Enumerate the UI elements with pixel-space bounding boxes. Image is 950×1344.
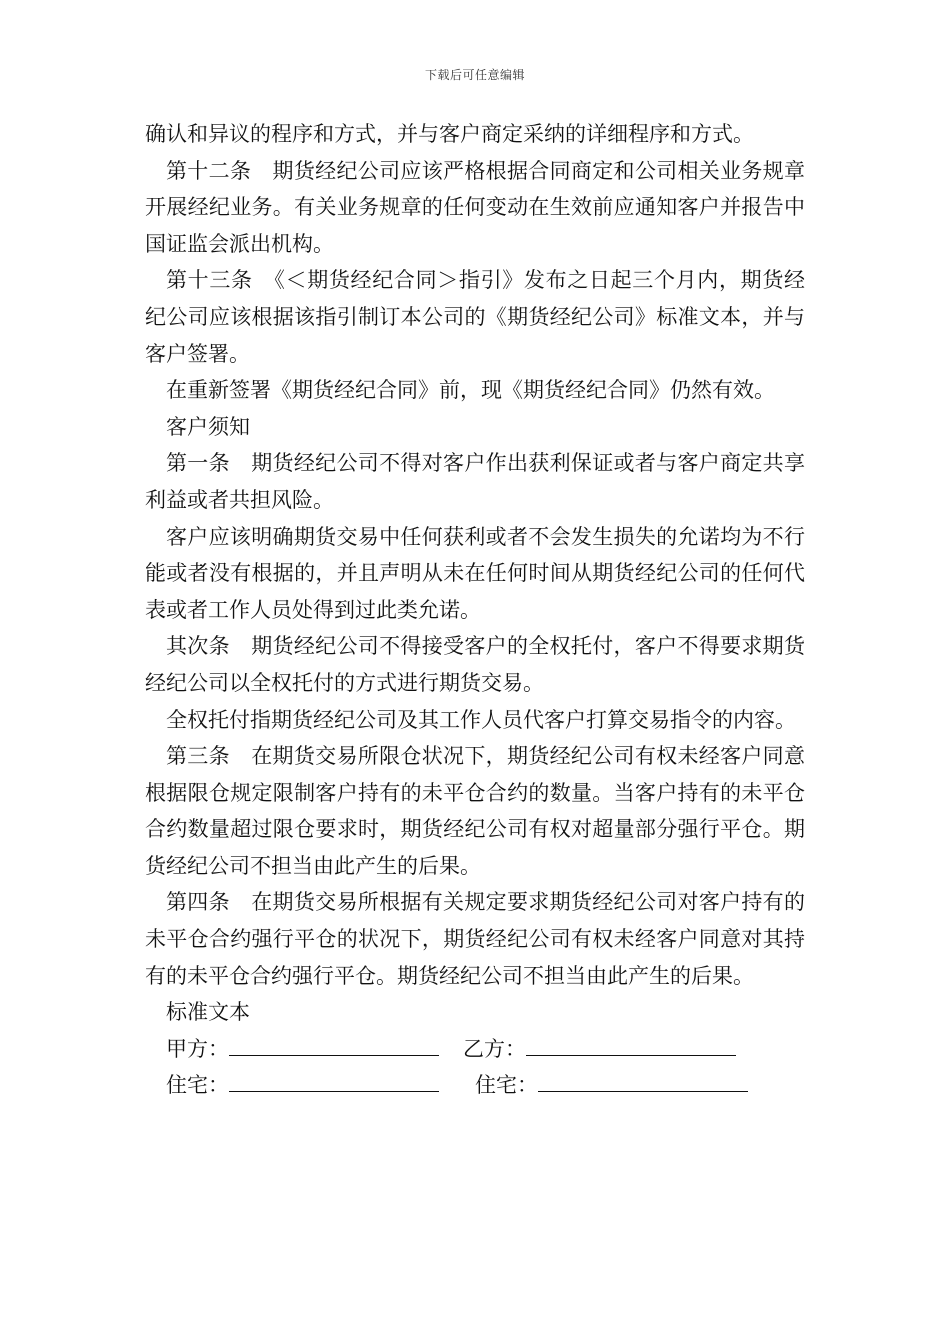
paragraph-continuation: 确认和异议的程序和方式，并与客户商定采纳的详细程序和方式。 [145,122,754,146]
address-line-right [538,1069,748,1092]
paragraph-notice-article-1: 第一条 期货经纪公司不得对客户作出获利保证或者与客户商定共享利益或者共担风险。 [145,451,805,512]
paragraph-article-13: 第十三条 《＜期货经纪合同＞指引》发布之日起三个月内，期货经纪公司应该根据该指引制订本公司的《期货经纪公司》标准文本，并与客户签署。 [145,268,805,366]
address-label-right: 住宅： [475,1073,538,1098]
signature-row-addresses [145,1067,805,1104]
paragraph-article-12: 第十二条 期货经纪公司应该严格根据合同商定和公司相关业务规章开展经纪业务。有关业务规章的任何变动在生效前应通知客户并报告中国证监会派出机构。 [145,158,805,256]
paragraph-notice-article-2-detail: 全权托付指期货经纪公司及其工作人员代客户打算交易指令的内容。 [166,707,796,732]
party-a-signature-line [229,1033,439,1056]
address-label-left: 住宅： [166,1073,229,1098]
page-header: 下载后可任意编辑 [424,68,525,82]
section-heading-customer-notice: 客户须知 [166,414,250,439]
section-heading-standard-text: 标准文本 [166,1000,250,1025]
paragraph-notice-article-2: 其次条 期货经纪公司不得接受客户的全权托付，客户不得要求期货经纪公司以全权托付的方式进行期货交易。 [145,634,805,695]
paragraph-notice-article-4: 第四条 在期货交易所根据有关规定要求期货经纪公司对客户持有的未平仓合约强行平仓的状况下，期货经纪公司有权未经客户同意对其持有的未平仓合约强行平仓。期货经纪公司不担当由此产生的后果。 [145,890,805,988]
address-line-left [229,1069,439,1092]
party-b-label: 乙方： [463,1036,526,1061]
paragraph-notice-article-1-detail: 客户应该明确期货交易中任何获利或者不会发生损失的允诺均为不行能或者没有根据的，并且声明从未在任何时间从期货经纪公司的任何代表或者工作人员处得到过此类允诺。 [145,524,805,622]
paragraph-notice-article-3: 第三条 在期货交易所限仓状况下，期货经纪公司有权未经客户同意根据限仓规定限制客户持有的未平仓合约的数量。当客户持有的未平仓合约数量超过限仓要求时，期货经纪公司有权对超量部分强行平仓。期货经纪公司不担当由此产生的后果。 [145,744,805,878]
paragraph-validity-note: 在重新签署《期货经纪合同》前，现《期货经纪合同》仍然有效。 [166,378,775,403]
document-body [145,116,805,1104]
party-b-signature-line [526,1033,736,1056]
signature-row-parties [145,1031,805,1068]
party-a-label: 甲方： [166,1036,229,1061]
